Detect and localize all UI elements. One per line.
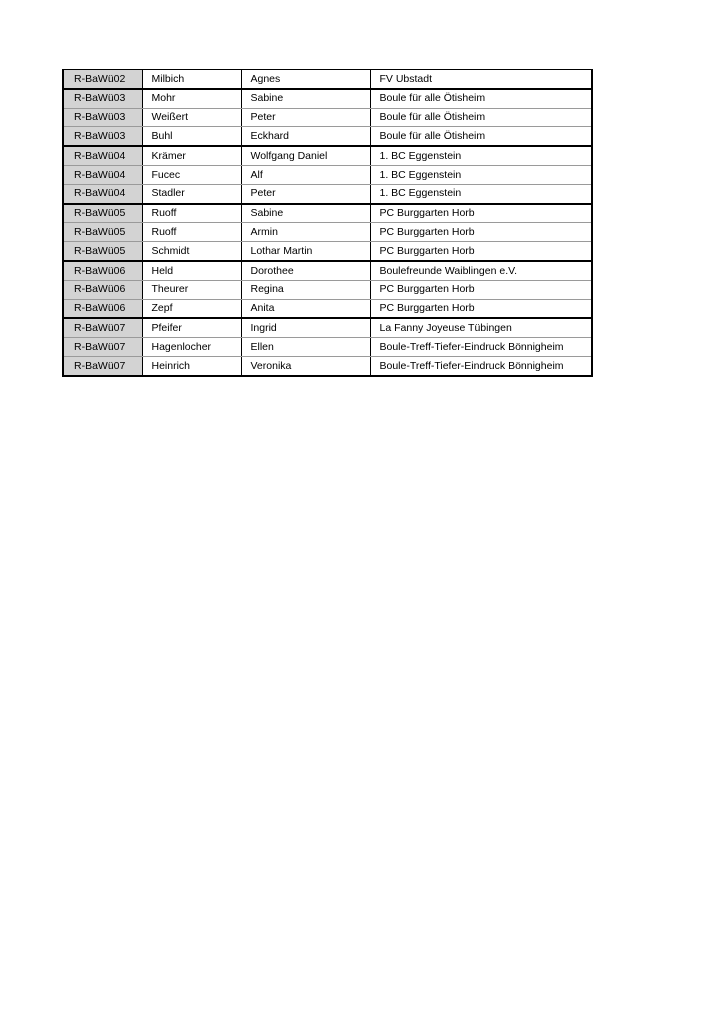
team-code-cell: R-BaWü05 — [63, 242, 142, 261]
table-row — [63, 70, 592, 89]
last-name-cell: Ruoff — [142, 223, 241, 242]
last-name-cell: Milbich — [142, 70, 241, 89]
table-row — [63, 223, 592, 242]
table-row — [63, 261, 592, 280]
last-name-cell: Buhl — [142, 127, 241, 146]
team-code-cell: R-BaWü03 — [63, 127, 142, 146]
last-name-cell: Pfeifer — [142, 318, 241, 337]
first-name-cell: Veronika — [241, 356, 370, 375]
club-cell: Boule für alle Ötisheim — [370, 89, 592, 108]
first-name-cell: Ellen — [241, 338, 370, 357]
last-name-cell: Hagenlocher — [142, 338, 241, 357]
club-cell: 1. BC Eggenstein — [370, 146, 592, 165]
last-name-cell: Ruoff — [142, 204, 241, 223]
table-row — [63, 184, 592, 203]
team-code-cell: R-BaWü03 — [63, 108, 142, 127]
first-name-cell: Ingrid — [241, 318, 370, 337]
last-name-cell: Fucec — [142, 165, 241, 184]
first-name-cell: Anita — [241, 299, 370, 318]
first-name-cell: Wolfgang Daniel — [241, 146, 370, 165]
table-row — [63, 356, 592, 375]
first-name-cell: Lothar Martin — [241, 242, 370, 261]
last-name-cell: Held — [142, 261, 241, 280]
last-name-cell: Heinrich — [142, 356, 241, 375]
table-row — [63, 242, 592, 261]
table-row — [63, 280, 592, 299]
team-code-cell: R-BaWü04 — [63, 146, 142, 165]
team-code-cell: R-BaWü04 — [63, 184, 142, 203]
club-cell: La Fanny Joyeuse Tübingen — [370, 318, 592, 337]
club-cell: PC Burggarten Horb — [370, 242, 592, 261]
last-name-cell: Stadler — [142, 184, 241, 203]
first-name-cell: Peter — [241, 108, 370, 127]
table-row — [63, 338, 592, 357]
first-name-cell: Armin — [241, 223, 370, 242]
club-cell: Boule-Treff-Tiefer-Eindruck Bönnigheim — [370, 338, 592, 357]
team-code-cell: R-BaWü07 — [63, 338, 142, 357]
first-name-cell: Sabine — [241, 204, 370, 223]
table-row — [63, 146, 592, 165]
team-code-cell: R-BaWü05 — [63, 223, 142, 242]
last-name-cell: Mohr — [142, 89, 241, 108]
last-name-cell: Krämer — [142, 146, 241, 165]
first-name-cell: Eckhard — [241, 127, 370, 146]
last-name-cell: Weißert — [142, 108, 241, 127]
table-row — [63, 204, 592, 223]
club-cell: PC Burggarten Horb — [370, 204, 592, 223]
first-name-cell: Peter — [241, 184, 370, 203]
table-row — [63, 318, 592, 337]
first-name-cell: Agnes — [241, 70, 370, 89]
club-cell: FV Ubstadt — [370, 70, 592, 89]
first-name-cell: Regina — [241, 280, 370, 299]
last-name-cell: Theurer — [142, 280, 241, 299]
first-name-cell: Sabine — [241, 89, 370, 108]
club-cell: PC Burggarten Horb — [370, 280, 592, 299]
last-name-cell: Schmidt — [142, 242, 241, 261]
table-row — [63, 89, 592, 108]
roster-table-body — [63, 70, 592, 376]
team-code-cell: R-BaWü03 — [63, 89, 142, 108]
club-cell: PC Burggarten Horb — [370, 223, 592, 242]
team-code-cell: R-BaWü07 — [63, 356, 142, 375]
table-row — [63, 127, 592, 146]
first-name-cell: Dorothee — [241, 261, 370, 280]
club-cell: Boule-Treff-Tiefer-Eindruck Bönnigheim — [370, 356, 592, 375]
table-row — [63, 108, 592, 127]
team-code-cell: R-BaWü02 — [63, 70, 142, 89]
team-code-cell: R-BaWü06 — [63, 280, 142, 299]
player-roster-table — [62, 69, 593, 377]
team-code-cell: R-BaWü04 — [63, 165, 142, 184]
last-name-cell: Zepf — [142, 299, 241, 318]
club-cell: Boule für alle Ötisheim — [370, 127, 592, 146]
club-cell: PC Burggarten Horb — [370, 299, 592, 318]
club-cell: 1. BC Eggenstein — [370, 184, 592, 203]
team-code-cell: R-BaWü06 — [63, 299, 142, 318]
first-name-cell: Alf — [241, 165, 370, 184]
team-code-cell: R-BaWü05 — [63, 204, 142, 223]
table-row — [63, 299, 592, 318]
team-code-cell: R-BaWü06 — [63, 261, 142, 280]
club-cell: Boule für alle Ötisheim — [370, 108, 592, 127]
table-row — [63, 165, 592, 184]
club-cell: Boulefreunde Waiblingen e.V. — [370, 261, 592, 280]
club-cell: 1. BC Eggenstein — [370, 165, 592, 184]
team-code-cell: R-BaWü07 — [63, 318, 142, 337]
